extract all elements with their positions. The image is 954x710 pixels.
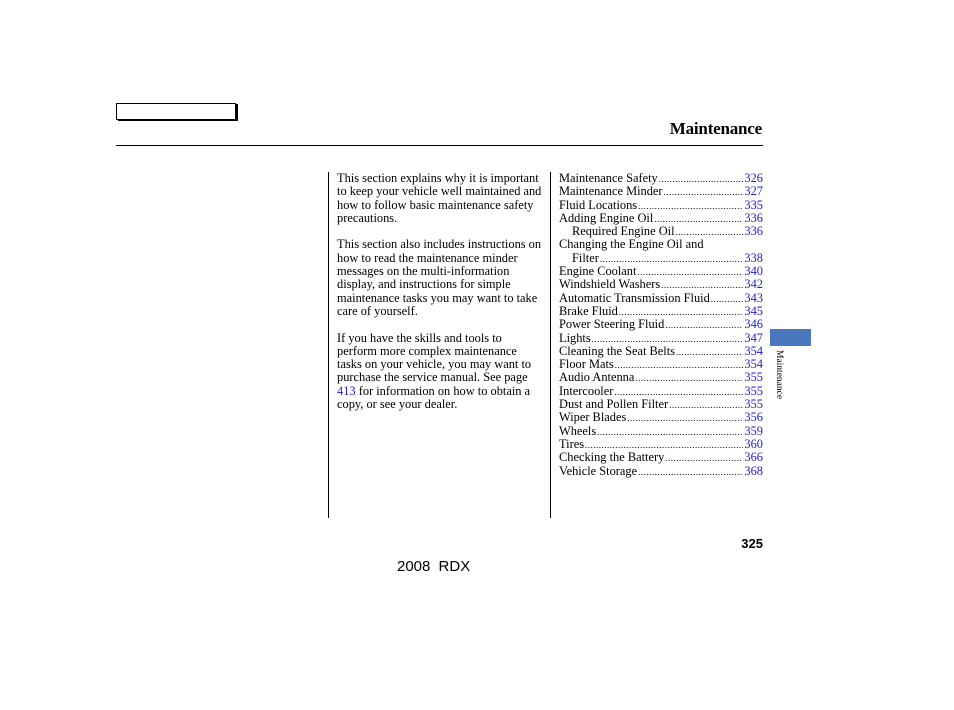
toc-item-label: Fluid Locations (559, 197, 638, 212)
toc-leader-dots (665, 319, 743, 332)
toc-leader-dots (669, 399, 743, 412)
toc-leader-dots (597, 426, 743, 439)
intro-text (337, 172, 542, 425)
toc-page-link[interactable]: 336 (744, 210, 763, 225)
toc-item[interactable] (559, 292, 763, 305)
toc-page-link[interactable]: 346 (744, 317, 763, 332)
footer-model: 2008 RDX (397, 558, 471, 575)
toc-item[interactable] (559, 425, 763, 438)
toc-item-label: Checking the Battery (559, 450, 665, 465)
toc-leader-dots (615, 359, 744, 372)
intro-paragraph-3-text: If you have the skills and tools to perform more complex maintenance tasks on your vehicle, you may want to purchase the service manual. See page (337, 330, 532, 385)
toc-page-link[interactable]: 347 (744, 330, 763, 345)
intro-paragraph-1: This section explains why it is important to keep your vehicle well maintained and how to follow basic maintenance safety precautions. (337, 171, 542, 225)
toc-page-link[interactable]: 366 (744, 450, 763, 465)
toc-item-label: Lights (559, 330, 591, 345)
toc-item-label: Engine Coolant (559, 264, 637, 279)
toc-item-label: Vehicle Storage (559, 463, 638, 478)
toc-item (559, 238, 763, 251)
toc-item[interactable] (559, 332, 763, 345)
toc-page-link[interactable]: 354 (744, 357, 763, 372)
page-link-413[interactable]: 413 (337, 383, 356, 398)
toc-leader-dots (627, 412, 743, 425)
toc-item[interactable] (559, 199, 763, 212)
toc-page-link[interactable]: 342 (744, 277, 763, 292)
column-divider-middle (550, 172, 551, 518)
toc-page-link[interactable]: 355 (744, 397, 763, 412)
toc-page-link[interactable]: 338 (744, 250, 763, 265)
toc-item-label: Filter (572, 250, 599, 265)
toc-item[interactable] (559, 451, 763, 464)
toc-item[interactable] (559, 465, 763, 478)
toc-item-label: Floor Mats (559, 357, 614, 372)
intro-paragraph-3 (337, 332, 542, 412)
toc-page-link[interactable]: 327 (744, 184, 763, 199)
toc-page-link[interactable]: 355 (744, 370, 763, 385)
toc-item[interactable] (559, 318, 763, 331)
toc-item[interactable] (559, 411, 763, 424)
nav-box[interactable] (116, 103, 236, 120)
toc-item[interactable] (559, 172, 763, 185)
toc-item[interactable] (559, 265, 763, 278)
toc-item[interactable] (559, 185, 763, 198)
toc-page-link[interactable]: 326 (744, 171, 763, 185)
toc-item[interactable] (559, 438, 763, 451)
page-title: Maintenance (669, 119, 762, 138)
toc-leader-dots (664, 186, 744, 199)
toc-item-label: Dust and Pollen Filter (559, 397, 669, 412)
toc-item-label: Tires (559, 436, 585, 451)
toc-item[interactable] (559, 305, 763, 318)
toc-item[interactable] (559, 358, 763, 371)
table-of-contents (559, 172, 763, 478)
toc-item[interactable] (559, 212, 763, 225)
toc-page-link[interactable]: 354 (744, 343, 763, 358)
toc-item-label: Brake Fluid (559, 303, 618, 318)
toc-leader-dots (635, 372, 743, 385)
toc-page-link[interactable]: 343 (744, 290, 763, 305)
section-tab[interactable] (770, 329, 811, 346)
toc-leader-dots (665, 452, 743, 465)
toc-item[interactable] (559, 398, 763, 411)
intro-paragraph-3-text-end: for information on how to obtain a copy, or see your dealer. (337, 383, 531, 412)
toc-item-label: Required Engine Oil (572, 224, 675, 239)
toc-item[interactable] (559, 252, 763, 265)
title-rule (116, 145, 763, 146)
toc-page-link[interactable]: 340 (744, 264, 763, 279)
toc-item-label: Maintenance Safety (559, 171, 658, 185)
toc-page-link[interactable]: 356 (744, 410, 763, 425)
toc-item-label: Windshield Washers (559, 277, 661, 292)
toc-item-label: Wiper Blades (559, 410, 627, 425)
toc-leader-dots (711, 293, 744, 306)
toc-item[interactable] (559, 225, 763, 238)
toc-item-label: Automatic Transmission Fluid (559, 290, 710, 305)
toc-item-label: Audio Antenna (559, 370, 635, 385)
toc-leader-dots (676, 346, 743, 359)
section-tab-label: Maintenance (774, 350, 784, 400)
toc-item[interactable] (559, 278, 763, 291)
toc-item-label: Changing the Engine Oil and (559, 237, 704, 252)
toc-page-link[interactable]: 360 (744, 436, 763, 451)
toc-page-link[interactable]: 355 (744, 383, 763, 398)
toc-item[interactable] (559, 371, 763, 384)
toc-item[interactable] (559, 385, 763, 398)
toc-leader-dots (659, 173, 744, 186)
toc-page-link[interactable]: 368 (744, 463, 763, 478)
toc-item-label: Power Steering Fluid (559, 317, 665, 332)
toc-page-link[interactable]: 336 (744, 224, 763, 239)
column-divider-left (328, 172, 329, 518)
toc-item-label: Intercooler (559, 383, 614, 398)
page-number: 325 (741, 536, 763, 551)
toc-leader-dots (638, 200, 743, 213)
toc-item-label: Adding Engine Oil (559, 210, 654, 225)
toc-page-link[interactable]: 359 (744, 423, 763, 438)
intro-paragraph-2: This section also includes instructions on how to read the maintenance minder messages on the multi-information display, and instructions for simple maintenance tasks you may want to take care of yourself. (337, 237, 542, 318)
toc-item-label: Wheels (559, 423, 597, 438)
toc-item-label: Cleaning the Seat Belts (559, 343, 675, 358)
toc-page-link[interactable]: 345 (744, 303, 763, 318)
toc-item-label: Maintenance Minder (559, 184, 663, 199)
toc-item[interactable] (559, 345, 763, 358)
toc-page-link[interactable]: 335 (744, 197, 763, 212)
toc-leader-dots (638, 466, 743, 479)
